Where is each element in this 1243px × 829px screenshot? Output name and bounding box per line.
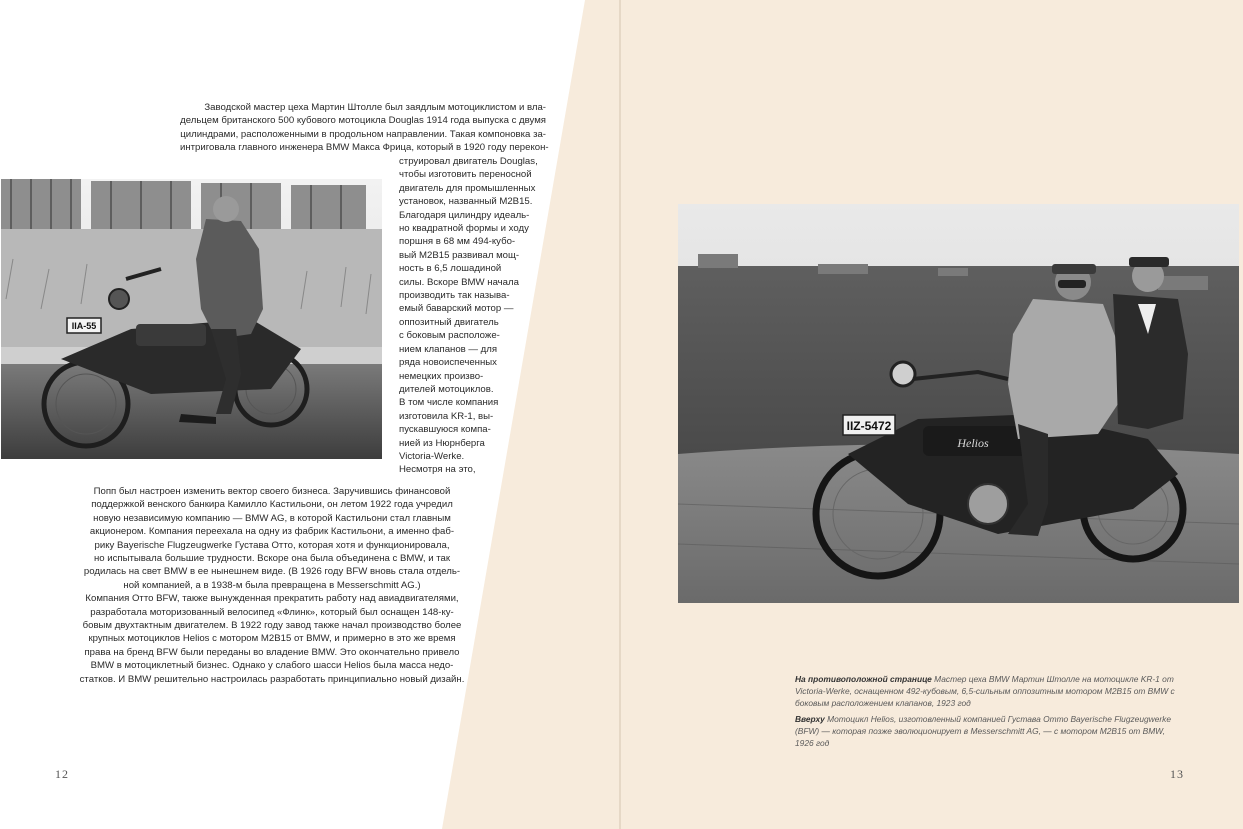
caption-text: Мастер цеха BMW Мартин Штолле на мотоцикле KR-1 от Victoria-Werke, оснащенном 492-кубовым, 6,5-сильным оппозитным мотором M2B15 от BMW с боковым расположением клапанов, 1923 год	[795, 674, 1175, 708]
text-line: с боковым расположе-	[399, 330, 500, 342]
text-line: чтобы изготовить переносной	[399, 169, 532, 181]
text-line: но квадратной формы и ходу	[399, 223, 529, 235]
photo-stolle-kr1	[1, 179, 382, 459]
text-line: разработала моторизованный велосипед «Флинк», который был оснащен 148-ку-	[90, 606, 454, 618]
caption-text: Мотоцикл Helios, изготовленный компанией Густава Отто Bayerische Flugzeugwerke (BFW) — которая позже эволюционирует в Messerschmitt AG, — с мотором M2B15 от BMW, 1926 год	[795, 714, 1171, 748]
text-line: установок, названный M2B15.	[399, 196, 533, 208]
body-paragraph	[72, 485, 472, 686]
caption-lead: Вверху	[795, 714, 825, 724]
text-line: права на бренд BFW были переданы во владение BMW. Это окончательно привело	[84, 646, 460, 658]
page-number-right: 13	[1170, 767, 1184, 781]
text-line: нией из Нюрнберга	[399, 437, 485, 449]
text-line: интриговала главного инженера BMW Макса Фрица, который в 1920 году перекон-	[180, 142, 549, 154]
caption-above	[795, 713, 1185, 749]
text-line: поршня в 68 мм 494-кубо-	[399, 236, 516, 248]
text-line: вый M2B15 развивал мощ-	[399, 249, 520, 261]
photo-helios-motorcycle	[678, 204, 1239, 603]
text-line: цилиндрами, расположенными в продольном направлении. Такая компоновка за-	[180, 128, 546, 140]
text-line: дельцем британского 500 кубового мотоцикла Douglas 1914 года выпуска с двумя	[180, 115, 546, 127]
text-line: ной компанией, а в 1938-м была превращена в Messerschmitt AG.)	[123, 579, 421, 591]
text-line: двигатель для промышленных	[399, 182, 536, 194]
text-line: Благодаря цилиндру идеаль-	[399, 209, 530, 221]
text-line: Несмотря на это,	[399, 464, 476, 476]
text-line: ряда новоиспеченных	[399, 357, 497, 369]
text-line: Заводской мастер цеха Мартин Штолле был заядлым мотоциклистом и вла-	[204, 102, 546, 113]
text-line: пускавшуюся компа-	[399, 424, 491, 436]
tank-label: Helios	[957, 436, 989, 450]
caption-lead: На противоположной странице	[795, 674, 932, 684]
text-line: Компания Отто BFW, также вынужденная прекратить работу над авиадвигателями,	[85, 593, 459, 605]
text-line: дителей мотоциклов.	[399, 383, 494, 395]
text-line: поддержкой венского банкира Камилло Кастильони, он летом 1922 года учредил	[91, 499, 453, 511]
text-line: новую независимую компанию — BMW AG, в которой Кастильони стал главным	[93, 512, 451, 524]
text-line: изготовила KR-1, вы-	[399, 410, 494, 422]
text-line: ность в 6,5 лошадиной	[399, 263, 502, 275]
plate-text: IIA-55	[71, 321, 97, 331]
text-line: Victoria-Werke.	[399, 450, 465, 462]
text-line: Попп был настроен изменить вектор своего бизнеса. Заручившись финансовой	[93, 486, 451, 497]
text-line: акционером. Компания переехала на одну из фабрик Кастильони, а именно фаб-	[89, 526, 455, 538]
text-line: производить так называ-	[399, 290, 510, 302]
text-line: В том числе компания	[399, 397, 499, 409]
text-line: силы. Вскоре BMW начала	[399, 276, 519, 288]
text-line: BMW в мотоциклетный бизнес. Однако у слабого шасси Helios была масса недо-	[90, 660, 454, 672]
text-line: струировал двигатель Douglas,	[399, 156, 538, 167]
page-number-left: 12	[55, 767, 69, 781]
intro-paragraph	[180, 101, 549, 155]
text-line: бовым двухтактным двигателем. В 1922 году завод также начал производство более	[82, 620, 462, 632]
text-line: рику Bayerische Flugzeugwerke Густава Отто, которая хотя и функционировала,	[94, 539, 450, 551]
text-line: статков. И BMW решительно настроилась разработать принципиально новый дизайн.	[79, 673, 465, 685]
text-line: нием клапанов — для	[399, 343, 498, 355]
column-paragraph	[399, 155, 544, 477]
text-line: емый баварский мотор —	[399, 303, 514, 315]
plate-text: IIZ-5472	[846, 419, 892, 433]
text-line: родилась на свет BMW в ее нынешнем виде. (В 1926 году BFW вновь стала отдель-	[83, 566, 461, 578]
text-line: крупных мотоциклов Helios с мотором M2B15 от BMW, и примерно в это же время	[88, 633, 456, 645]
caption-opposite-page	[795, 673, 1185, 709]
text-line: немецких произво-	[399, 370, 484, 382]
text-line: но испытывала большие трудности. Вскоре она была объединена с BMW, и так	[93, 553, 451, 565]
text-line: оппозитный двигатель	[399, 316, 499, 328]
page-gutter	[619, 0, 621, 829]
